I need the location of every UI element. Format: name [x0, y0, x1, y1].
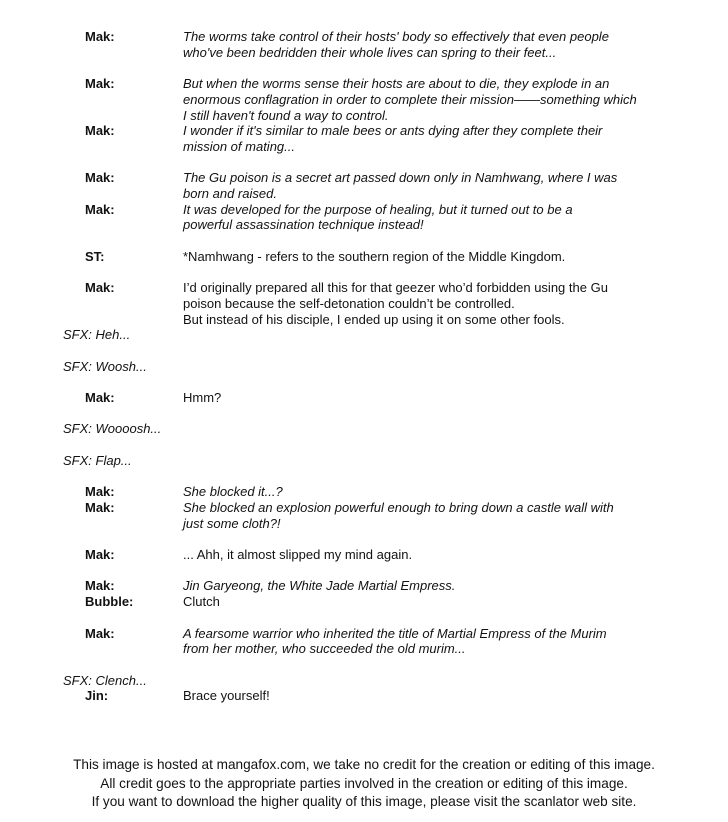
speaker-label: Mak: [85, 547, 115, 563]
blank-line [0, 155, 728, 171]
script-line [0, 516, 728, 532]
sfx-text: SFX: Woosh... [63, 358, 147, 374]
script-line [0, 688, 728, 704]
script-line [0, 139, 728, 155]
speaker-label: Mak: [85, 76, 115, 92]
sfx-line [0, 359, 728, 375]
dialogue-text: Brace yourself! [183, 688, 270, 704]
speaker-label: Mak: [85, 170, 115, 186]
dialogue-text: She blocked it...? [183, 484, 283, 500]
sfx-line [0, 421, 728, 437]
script-line [0, 45, 728, 61]
dialogue-text: The Gu poison is a secret art passed down only in Namhwang, where I was [183, 170, 618, 186]
dialogue-text: from her mother, who succeeded the old murim... [183, 641, 466, 657]
blank-line [0, 531, 728, 547]
dialogue-text: She blocked an explosion powerful enough to bring down a castle wall with [183, 499, 614, 515]
sfx-line [0, 453, 728, 469]
dialogue-text: powerful assassination technique instead! [183, 217, 424, 233]
script-line [0, 626, 728, 642]
script-line [0, 547, 728, 563]
blank-line [0, 265, 728, 281]
footer-line-credit: All credit goes to the appropriate parties involved in the creation or editing of this image. [100, 775, 628, 791]
script-line [0, 594, 728, 610]
blank-line [0, 657, 728, 673]
sfx-text: SFX: Woooosh... [63, 421, 162, 437]
script-line [0, 280, 728, 296]
blank-line [0, 374, 728, 390]
blank-line [0, 563, 728, 579]
footer-notice [0, 756, 728, 812]
script-body [0, 29, 728, 704]
blank-line [0, 610, 728, 626]
speaker-label: Mak: [85, 390, 115, 406]
speaker-label: Mak: [85, 29, 115, 44]
script-line [0, 202, 728, 218]
script-line [0, 500, 728, 516]
script-line [0, 578, 728, 594]
script-line [0, 76, 728, 92]
sfx-text: SFX: Flap... [63, 452, 132, 468]
dialogue-text: *Namhwang - refers to the southern region of the Middle Kingdom. [183, 248, 566, 264]
script-line [0, 641, 728, 657]
sfx-line [0, 673, 728, 689]
dialogue-text: It was developed for the purpose of healing, but it turned out to be a [183, 201, 573, 217]
speaker-label: Jin: [85, 688, 109, 704]
footer-line-hosted: This image is hosted at mangafox.com, we take no credit for the creation or editing of this image. [73, 757, 655, 772]
script-line [0, 170, 728, 186]
blank-line [0, 469, 728, 485]
script-line [0, 29, 728, 45]
speaker-label: Mak: [85, 484, 115, 500]
dialogue-text: The worms take control of their hosts' body so effectively that even people [183, 29, 609, 44]
sfx-text: SFX: Clench... [63, 672, 147, 688]
speaker-label: Mak: [85, 578, 115, 594]
blank-line [0, 437, 728, 453]
blank-line [0, 233, 728, 249]
sfx-text: SFX: Heh... [63, 327, 131, 343]
speaker-label: Mak: [85, 123, 115, 139]
script-line [0, 296, 728, 312]
script-line [0, 108, 728, 124]
script-line [0, 249, 728, 265]
dialogue-text: Hmm? [183, 390, 222, 406]
script-line [0, 217, 728, 233]
script-line [0, 484, 728, 500]
script-line [0, 390, 728, 406]
dialogue-text: born and raised. [183, 186, 277, 201]
dialogue-text: just some cloth?! [183, 515, 281, 531]
script-line [0, 92, 728, 108]
speaker-label: Mak: [85, 201, 115, 217]
dialogue-text: I still haven't found a way to control. [183, 107, 389, 123]
speaker-label: Mak: [85, 625, 115, 641]
dialogue-text: enormous conflagration in order to complete their mission——something which [183, 91, 637, 107]
blank-line [0, 343, 728, 359]
script-line [0, 123, 728, 139]
dialogue-text: But when the worms sense their hosts are about to die, they explode in an [183, 76, 610, 92]
dialogue-text: Jin Garyeong, the White Jade Martial Empress. [183, 578, 456, 594]
dialogue-text: A fearsome warrior who inherited the title of Martial Empress of the Murim [183, 625, 607, 641]
dialogue-text: ... Ahh, it almost slipped my mind again. [183, 547, 413, 563]
blank-line [0, 60, 728, 76]
sfx-line [0, 327, 728, 343]
dialogue-text: I’d originally prepared all this for that geezer who’d forbidden using the Gu [183, 280, 608, 296]
dialogue-text: I wonder if it's similar to male bees or ants dying after they complete their [183, 123, 603, 139]
dialogue-text: Clutch [183, 594, 220, 610]
script-line [0, 186, 728, 202]
blank-line [0, 406, 728, 422]
script-line [0, 312, 728, 328]
dialogue-text: But instead of his disciple, I ended up using it on some other fools. [183, 311, 565, 327]
dialogue-text: mission of mating... [183, 138, 295, 154]
speaker-label: Mak: [85, 499, 115, 515]
dialogue-text: poison because the self-detonation couldn’t be controlled. [183, 295, 515, 311]
speaker-label: Bubble: [85, 594, 134, 610]
dialogue-text: who've been bedridden their whole lives can spring to their feet... [183, 44, 557, 60]
speaker-label: ST: [85, 248, 105, 264]
speaker-label: Mak: [85, 280, 115, 296]
footer-line-download: If you want to download the higher quality of this image, please visit the scanlator web site. [91, 794, 637, 810]
